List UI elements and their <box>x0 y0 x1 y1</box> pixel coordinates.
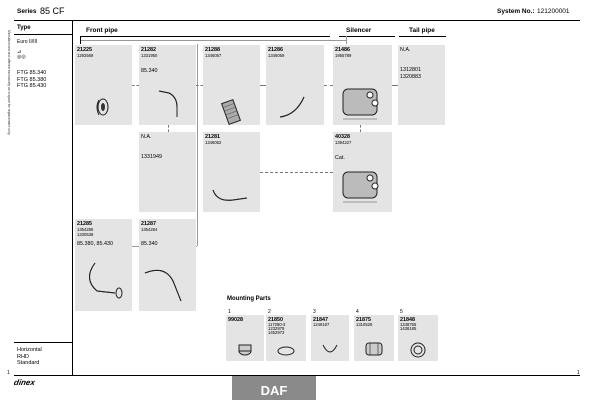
part-number: 21486 <box>335 47 350 53</box>
flex-pipe-icon <box>203 132 260 212</box>
elbow-pipe-icon <box>75 219 132 311</box>
oem-number: 1320883 <box>400 74 421 80</box>
part-number: 40328 <box>335 134 350 140</box>
part-number: 21287 <box>141 221 156 227</box>
part-number: 21286 <box>268 47 283 53</box>
connector-line <box>346 36 347 44</box>
silencer-heading: Silencer <box>346 27 372 34</box>
mounting-index: 5 <box>400 309 403 315</box>
catalyst-silencer-icon <box>333 132 392 212</box>
system-label: System No.: <box>497 8 535 15</box>
part-number: 99028 <box>228 317 243 323</box>
model-note: 85.340 <box>141 68 158 74</box>
oem-number: 117280-3 <box>268 322 286 327</box>
position-rule <box>14 342 72 343</box>
part-card-21282[interactable] <box>139 45 196 125</box>
position-item: Horizontal <box>17 347 42 353</box>
make-label: DAF <box>260 383 288 398</box>
link-dash <box>260 172 333 173</box>
silencer-rule <box>339 36 395 37</box>
tail-pipe-rule <box>399 36 446 37</box>
link-dash <box>360 125 361 132</box>
type-rule <box>14 34 72 35</box>
part-number: 21288 <box>205 47 220 53</box>
dinex-logo: dinex <box>13 378 36 387</box>
oem-number: 1354286 <box>77 227 94 232</box>
model-list <box>17 70 46 90</box>
silencer-icon <box>333 45 392 125</box>
part-card-tail-na[interactable] <box>398 45 445 125</box>
oem-number: 1248765 <box>400 322 417 327</box>
euro-symbols: ⊿ ◎◎ <box>17 49 26 60</box>
u-bolt-icon <box>311 315 349 361</box>
series-label: Series <box>17 8 37 15</box>
system-value: 121200001 <box>537 8 570 15</box>
bent-pipe-icon <box>139 45 196 125</box>
mounting-card-21875[interactable] <box>354 315 394 361</box>
mounting-index: 3 <box>313 309 316 315</box>
link-dash <box>392 85 398 86</box>
model-note: 85.380, 85.430 <box>77 241 113 247</box>
oem-number: 1346057 <box>205 53 222 58</box>
series-value: 85 CF <box>40 6 65 16</box>
oem-number: 1331950 <box>141 53 158 58</box>
model-item: FTG 85.380 <box>17 76 47 83</box>
connector-line <box>80 36 81 44</box>
mounting-card-21848[interactable] <box>398 315 438 361</box>
link-dash <box>196 85 203 86</box>
tail-pipe-heading: Tail pipe <box>409 27 435 34</box>
cat-note: Cat. <box>335 155 345 161</box>
position-list <box>17 347 42 367</box>
link-dash <box>132 85 139 86</box>
mounting-index: 4 <box>356 309 359 315</box>
part-card-front-na[interactable] <box>139 132 196 212</box>
sleeve-icon <box>226 315 264 361</box>
band-clamp-icon <box>354 315 394 361</box>
part-number: 21281 <box>205 134 220 140</box>
long-elbow-pipe-icon <box>139 219 196 311</box>
front-pipe-heading: Front pipe <box>86 27 118 34</box>
part-card-21225[interactable] <box>75 45 132 125</box>
gasket-ring-icon <box>398 315 438 361</box>
oem-number: 1331949 <box>141 154 162 160</box>
left-page-number: 1 <box>7 370 10 376</box>
mounting-card-99028[interactable] <box>226 315 264 361</box>
part-card-40328[interactable] <box>333 132 392 212</box>
oem-number: 1452973 <box>268 330 285 335</box>
oem-number: 1249187 <box>313 322 330 327</box>
clamp-flange-icon <box>75 45 132 125</box>
part-number: 21848 <box>400 317 415 323</box>
make-banner <box>232 376 316 400</box>
part-card-21486[interactable] <box>333 45 392 125</box>
part-number: N.A. <box>400 47 411 53</box>
part-number: 21285 <box>77 221 92 227</box>
part-number: 21847 <box>313 317 328 323</box>
curved-pipe-icon <box>266 45 324 125</box>
part-number: 21875 <box>356 317 371 323</box>
oem-number: 1330538 <box>77 232 94 237</box>
part-card-21287[interactable] <box>139 219 196 311</box>
connector-line <box>197 44 198 246</box>
oem-number: 1354284 <box>141 227 158 232</box>
part-card-21288[interactable] <box>203 45 260 125</box>
oem-number: 1310528 <box>356 322 373 327</box>
position-item: Standard <box>17 360 40 366</box>
oem-number: 1436185 <box>400 326 417 331</box>
position-item: RHD <box>17 353 29 360</box>
oem-number: 1312801 <box>400 67 421 73</box>
mounting-card-21850[interactable] <box>266 315 306 361</box>
mounting-parts-title: Mounting Parts <box>227 296 271 302</box>
oem-number: 1232979 <box>268 326 285 331</box>
type-label: Type <box>17 25 31 31</box>
sidebar-divider <box>72 20 73 375</box>
part-number: 21282 <box>141 47 156 53</box>
part-card-21281[interactable] <box>203 132 260 212</box>
right-page-number: 1 <box>577 370 580 376</box>
oem-number: 1292569 <box>77 53 94 58</box>
flex-hose-icon <box>203 45 260 125</box>
link-dash <box>168 125 169 132</box>
link-dash <box>260 85 266 86</box>
euro-label: Euro II/III <box>17 39 38 45</box>
link-dash <box>324 85 333 86</box>
connector-line <box>80 40 346 41</box>
clamp-icon <box>266 315 306 361</box>
mounting-card-21847[interactable] <box>311 315 349 361</box>
model-item: FTG 85.340 <box>17 70 47 76</box>
part-number: 21850 <box>268 317 283 323</box>
header-rule <box>14 20 580 21</box>
vertical-disclaimer: Manufactured and offered exclusively as a spare for replacement only. <box>7 30 11 136</box>
part-card-21286[interactable] <box>266 45 324 125</box>
oem-number: 1955789 <box>335 53 352 58</box>
model-item: FTG 85.430 <box>17 83 47 89</box>
oem-number: 1394227 <box>335 140 352 145</box>
front-pipe-rule <box>80 36 330 37</box>
part-number: 21225 <box>77 47 92 53</box>
mounting-index: 1 <box>228 309 231 315</box>
oem-number: 1346062 <box>205 140 222 145</box>
mounting-index: 2 <box>268 309 271 315</box>
oem-number: 1346059 <box>268 53 285 58</box>
part-card-21285[interactable] <box>75 219 132 311</box>
part-number: N.A. <box>141 134 152 140</box>
model-note: 85.340 <box>141 241 158 247</box>
